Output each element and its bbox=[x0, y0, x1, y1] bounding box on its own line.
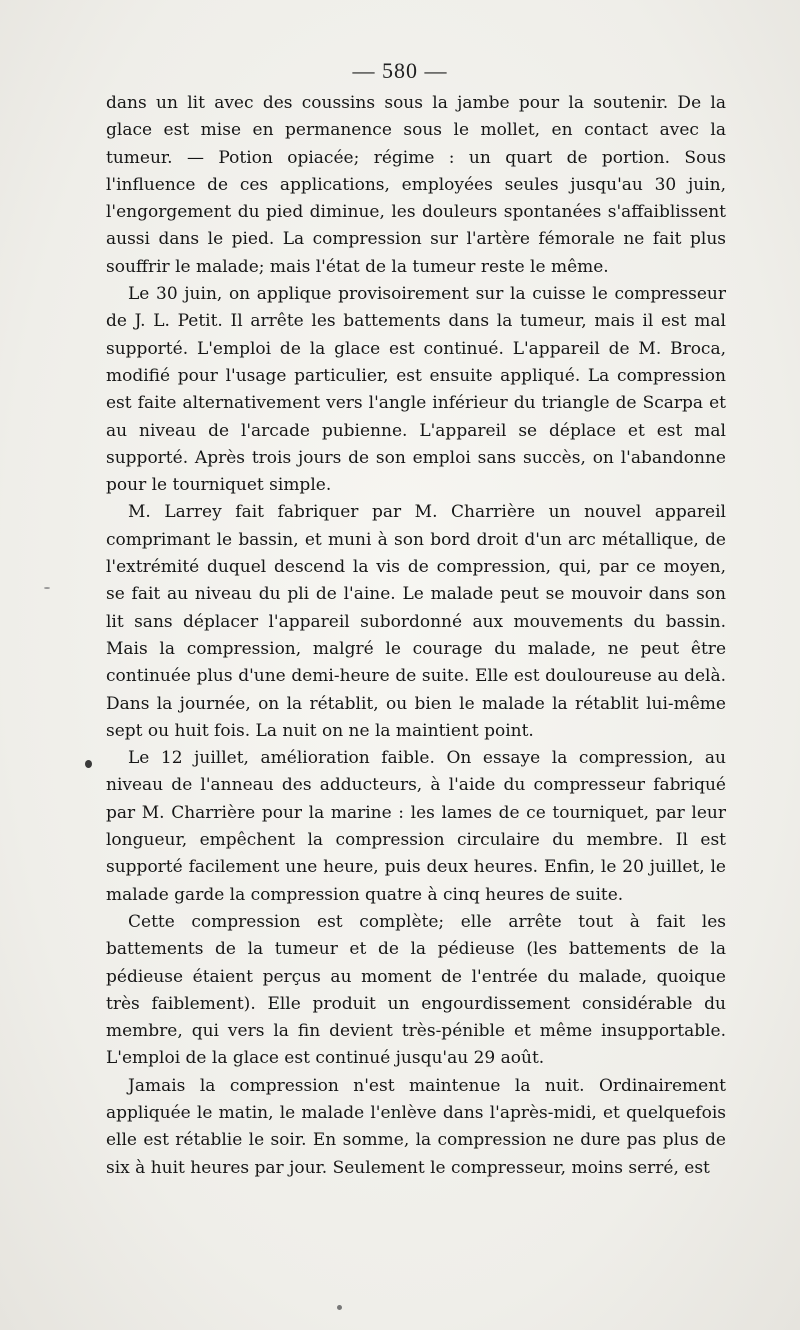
ink-speck bbox=[337, 1305, 342, 1310]
paragraph-5: Cette compression est complète; elle arrête tout à fait les battements de la tumeur et de la pédieuse (les battements de la pédieuse étaient perçus au moment de l'entrée du malade, quoique très faiblement). Elle produit un engourdissement considérable du membre, qui vers la fin devient très-pénible et même insupportable. L'emploi de la glace est continué jusqu'au 29 août. bbox=[106, 911, 726, 1069]
page-number: — 580 — bbox=[352, 58, 448, 83]
paragraph-2: Le 30 juin, on applique provisoirement sur la cuisse le compresseur de J. L. Petit. Il arrête les battements dans la tumeur, mais il est mal supporté. L'emploi de la glace est continué. L'appareil de M. Broca, modifié pour l'usage particulier, est ensuite appliqué. La compression est faite alternativement vers l'angle inférieur du triangle de Scarpa et au niveau de l'arcade pubienne. L'appareil se déplace et est mal supporté. Après trois jours de son emploi sans succès, on l'abandonne pour le tourniquet simple. bbox=[106, 284, 726, 496]
body-text bbox=[106, 90, 726, 1182]
paragraph-3: M. Larrey fait fabriquer par M. Charrière un nouvel appareil comprimant le bassin, et muni à son bord droit d'un arc métallique, de l'extrémité duquel descend la vis de compression, qui, par ce moyen, se fait au niveau du pli de l'aine. Le malade peut se mouvoir dans son lit sans déplacer l'appareil subordonné aux mouvements du bassin. Mais la compression, malgré le courage du malade, ne peut être continuée plus d'une demi-heure de suite. Elle est douloureuse au delà. Dans la journée, on la rétablit, ou bien le malade la rétablit lui-même sept ou huit fois. La nuit on ne la maintient point. bbox=[106, 502, 726, 741]
paragraph-4: Le 12 juillet, amélioration faible. On essaye la compression, au niveau de l'anneau des adducteurs, à l'aide du compresseur fabriqué par M. Charrière pour la marine : les lames de ce tourniquet, par leur longueur, empêchent la compression circulaire du membre. Il est supporté facilement une heure, puis deux heures. Enfin, le 20 juillet, le malade garde la compression quatre à cinq heures de suite. bbox=[106, 748, 726, 905]
ink-speck bbox=[44, 587, 50, 589]
paragraph-1: dans un lit avec des coussins sous la jambe pour la soutenir. De la glace est mise en permanence sous le mollet, en contact avec la tumeur. — Potion opiacée; régime : un quart de portion. Sous l'influence de ces applications, employées seules jusqu'au 30 juin, l'engorgement du pied diminue, les douleurs spontanées s'affaiblissent aussi dans le pied. La compression sur l'artère fémorale ne fait plus souffrir le malade; mais l'état de la tumeur reste le même. bbox=[106, 93, 726, 277]
paragraph-6: Jamais la compression n'est maintenue la nuit. Ordinairement appliquée le matin, le malade l'enlève dans l'après-midi, et quelquefois elle est rétablie le soir. En somme, la compression ne dure pas plus de six à huit heures par jour. Seulement le compresseur, moins serré, est bbox=[106, 1075, 726, 1178]
ink-speck bbox=[85, 760, 92, 768]
